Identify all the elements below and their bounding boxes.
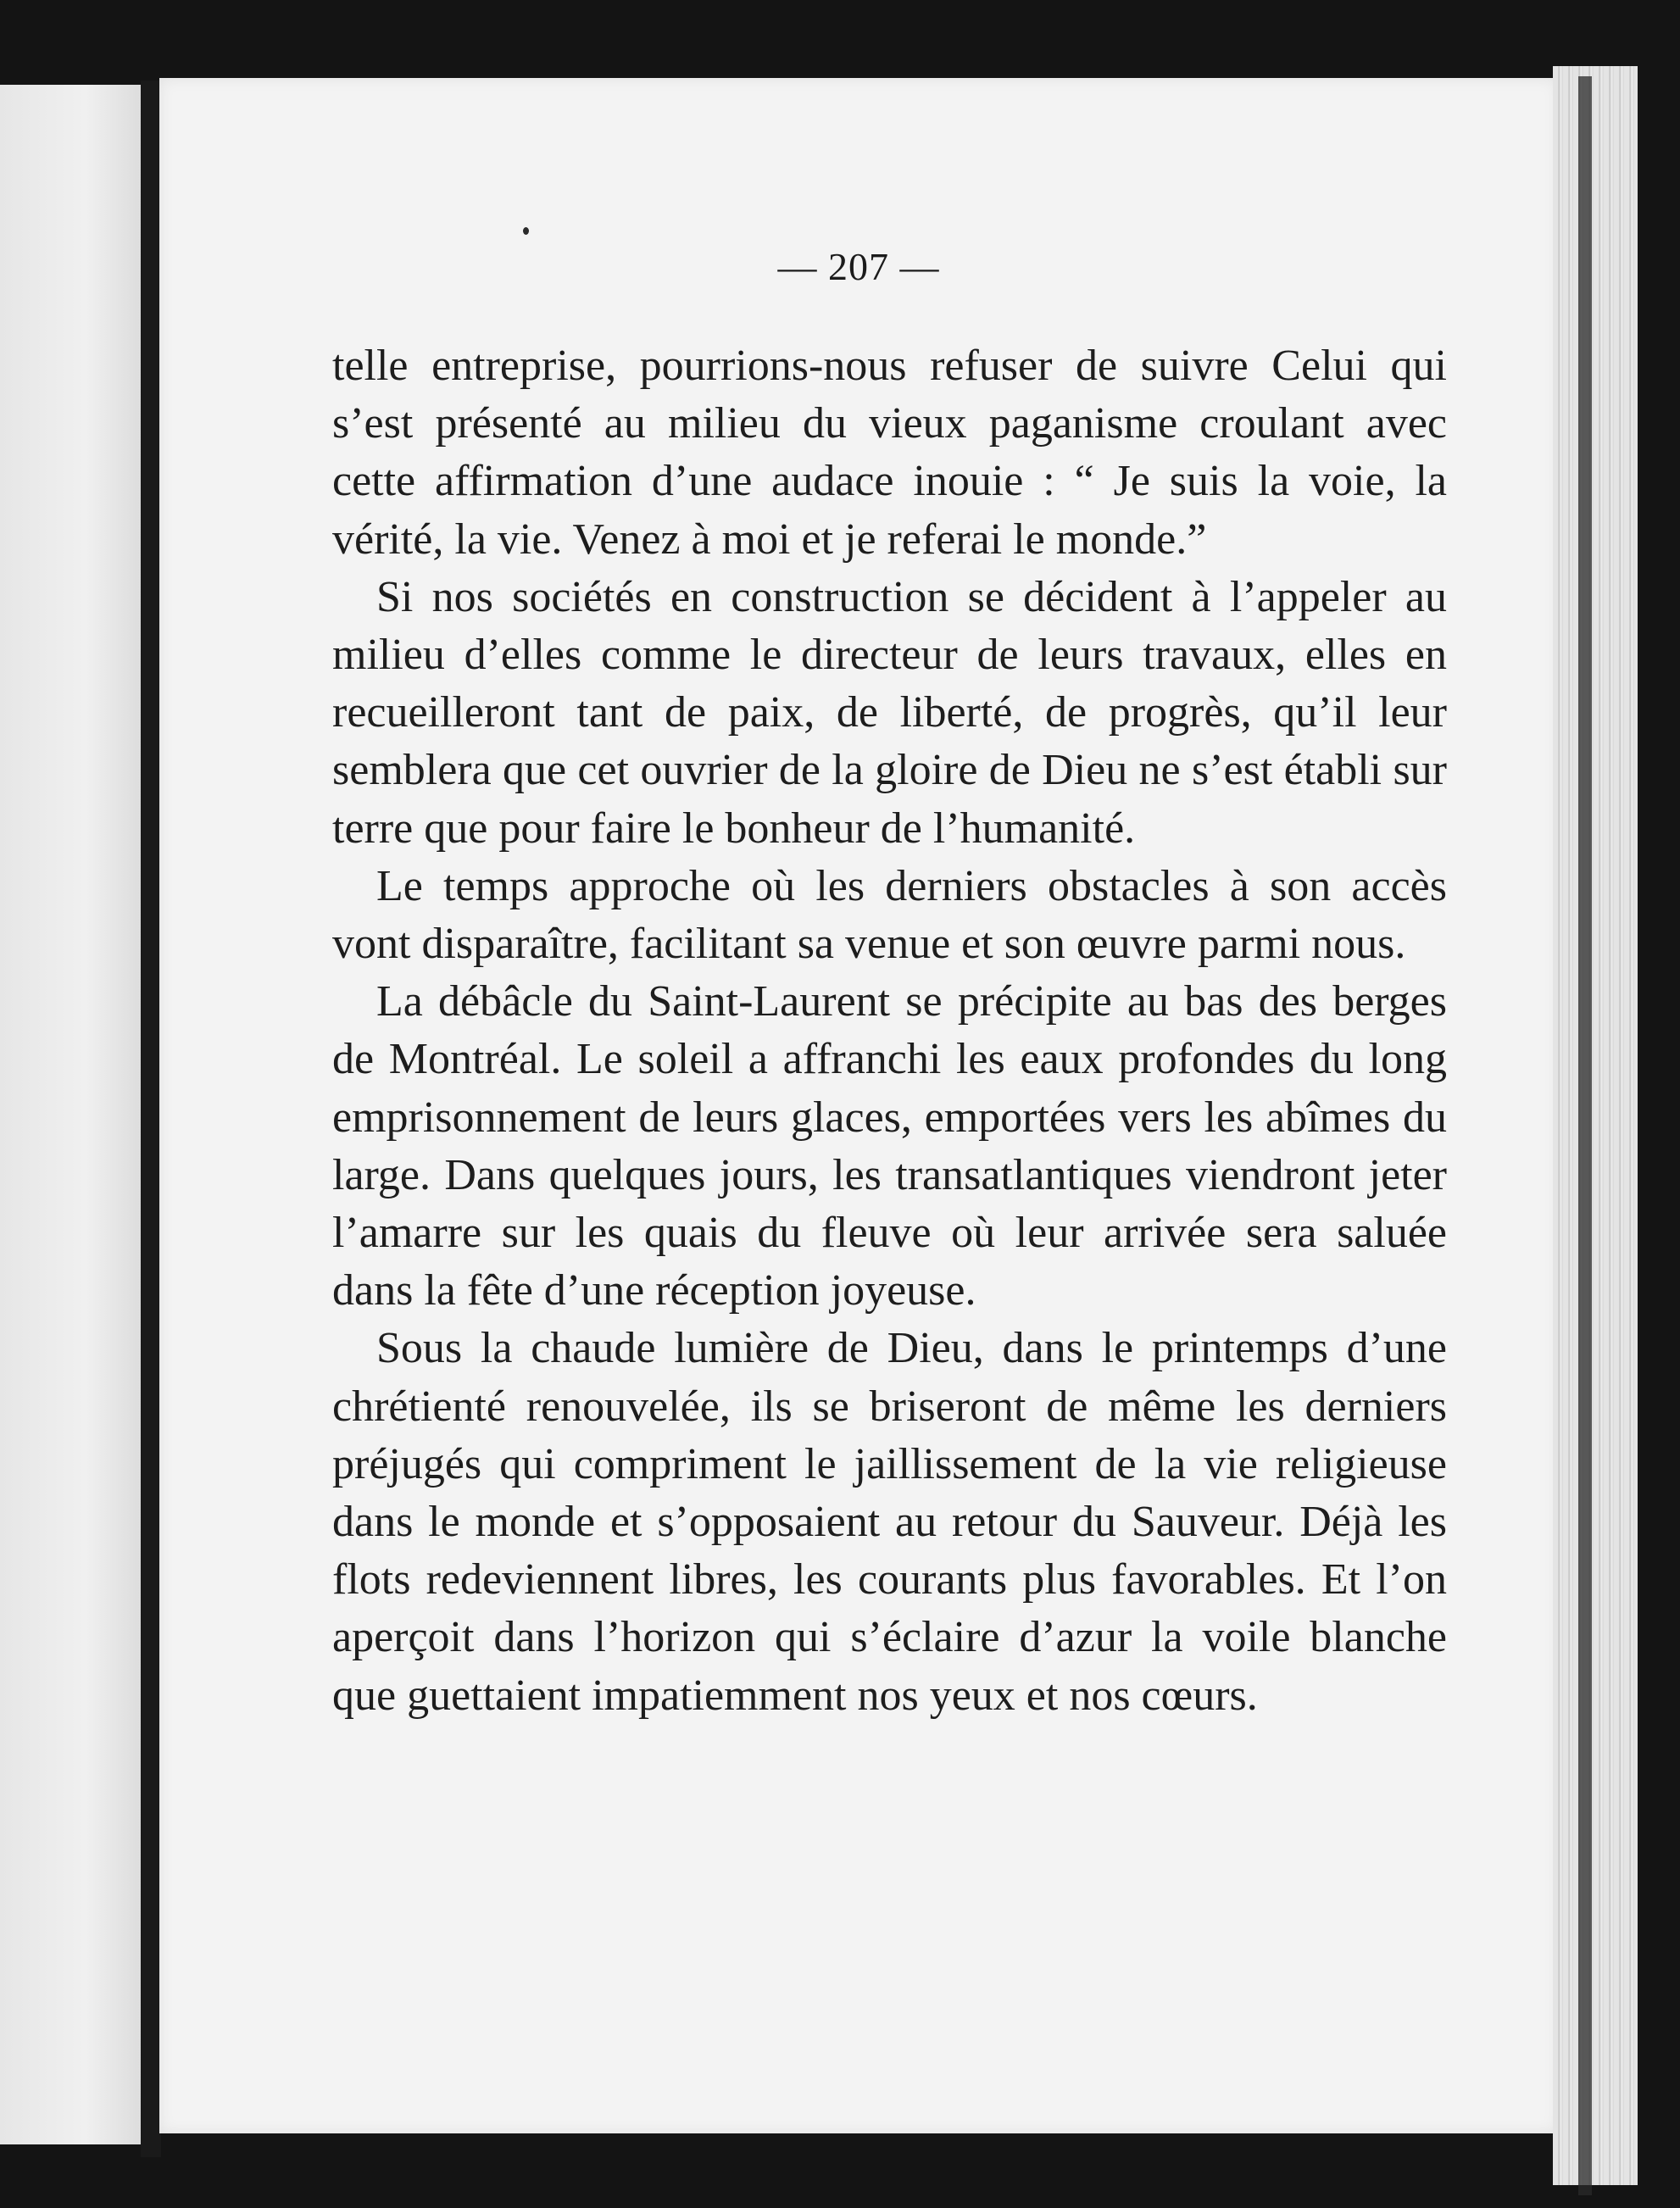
paragraph-3: Le temps approche où les derniers obstacles à son accès vont disparaître, facilitant sa venue et son œuvre parmi nous. [332,861,1447,969]
paragraph-5: Sous la chaude lumière de Dieu, dans le printemps d’une chrétienté renouvelée, ils se briseront de même les derniers préjugés qui compriment le jaillissement de la vie religieuse dans le monde et s’opposaient au retour du Sauveur. Déjà les flots redeviennent libres, les courants plus favorables. Et l’on aperçoit dans l’horizon qui s’éclaire d’azur la voile blanche que guettaient impatiemment nos yeux et nos cœurs. [332,1324,1447,1720]
paragraph-4: La débâcle du Saint-Laurent se précipite au bas des berges de Montréal. Le soleil a affranchi les eaux profondes du long emprisonnement de leurs glaces, emportées vers les abîmes du large. Dans quelques jours, les transatlantiques viendront jeter l’amarre sur les quais du fleuve où leur arrivée sera saluée dans la fête d’une réception joyeuse. [332,977,1447,1315]
page-stack-shadow [1578,76,1592,2195]
paragraph-1: telle entreprise, pourrions-nous refuser de suivre Celui qui s’est présenté au milieu du vieux paganisme croulant avec cette affirmation d’une audace inouie : “ Je suis la voie, la vérité, la vie. Venez à moi et je referai le monde.” [332,342,1447,564]
left-page-edge [0,85,142,2144]
paragraph-2: Si nos sociétés en construction se décident à l’appeler au milieu d’elles comme le directeur de leurs travaux, elles en recueilleront tant de paix, de liberté, de progrès, qu’il leur semblera que cet ouvrier de la gloire de Dieu ne s’est établi sur terre que pour faire le bonheur de l’humanité. [332,572,1447,853]
body-text [332,337,1447,1725]
page-number: — 207 — [777,245,940,288]
book-gutter [141,81,161,2157]
print-speck [523,227,529,235]
page-stack-edge [1553,66,1638,2185]
